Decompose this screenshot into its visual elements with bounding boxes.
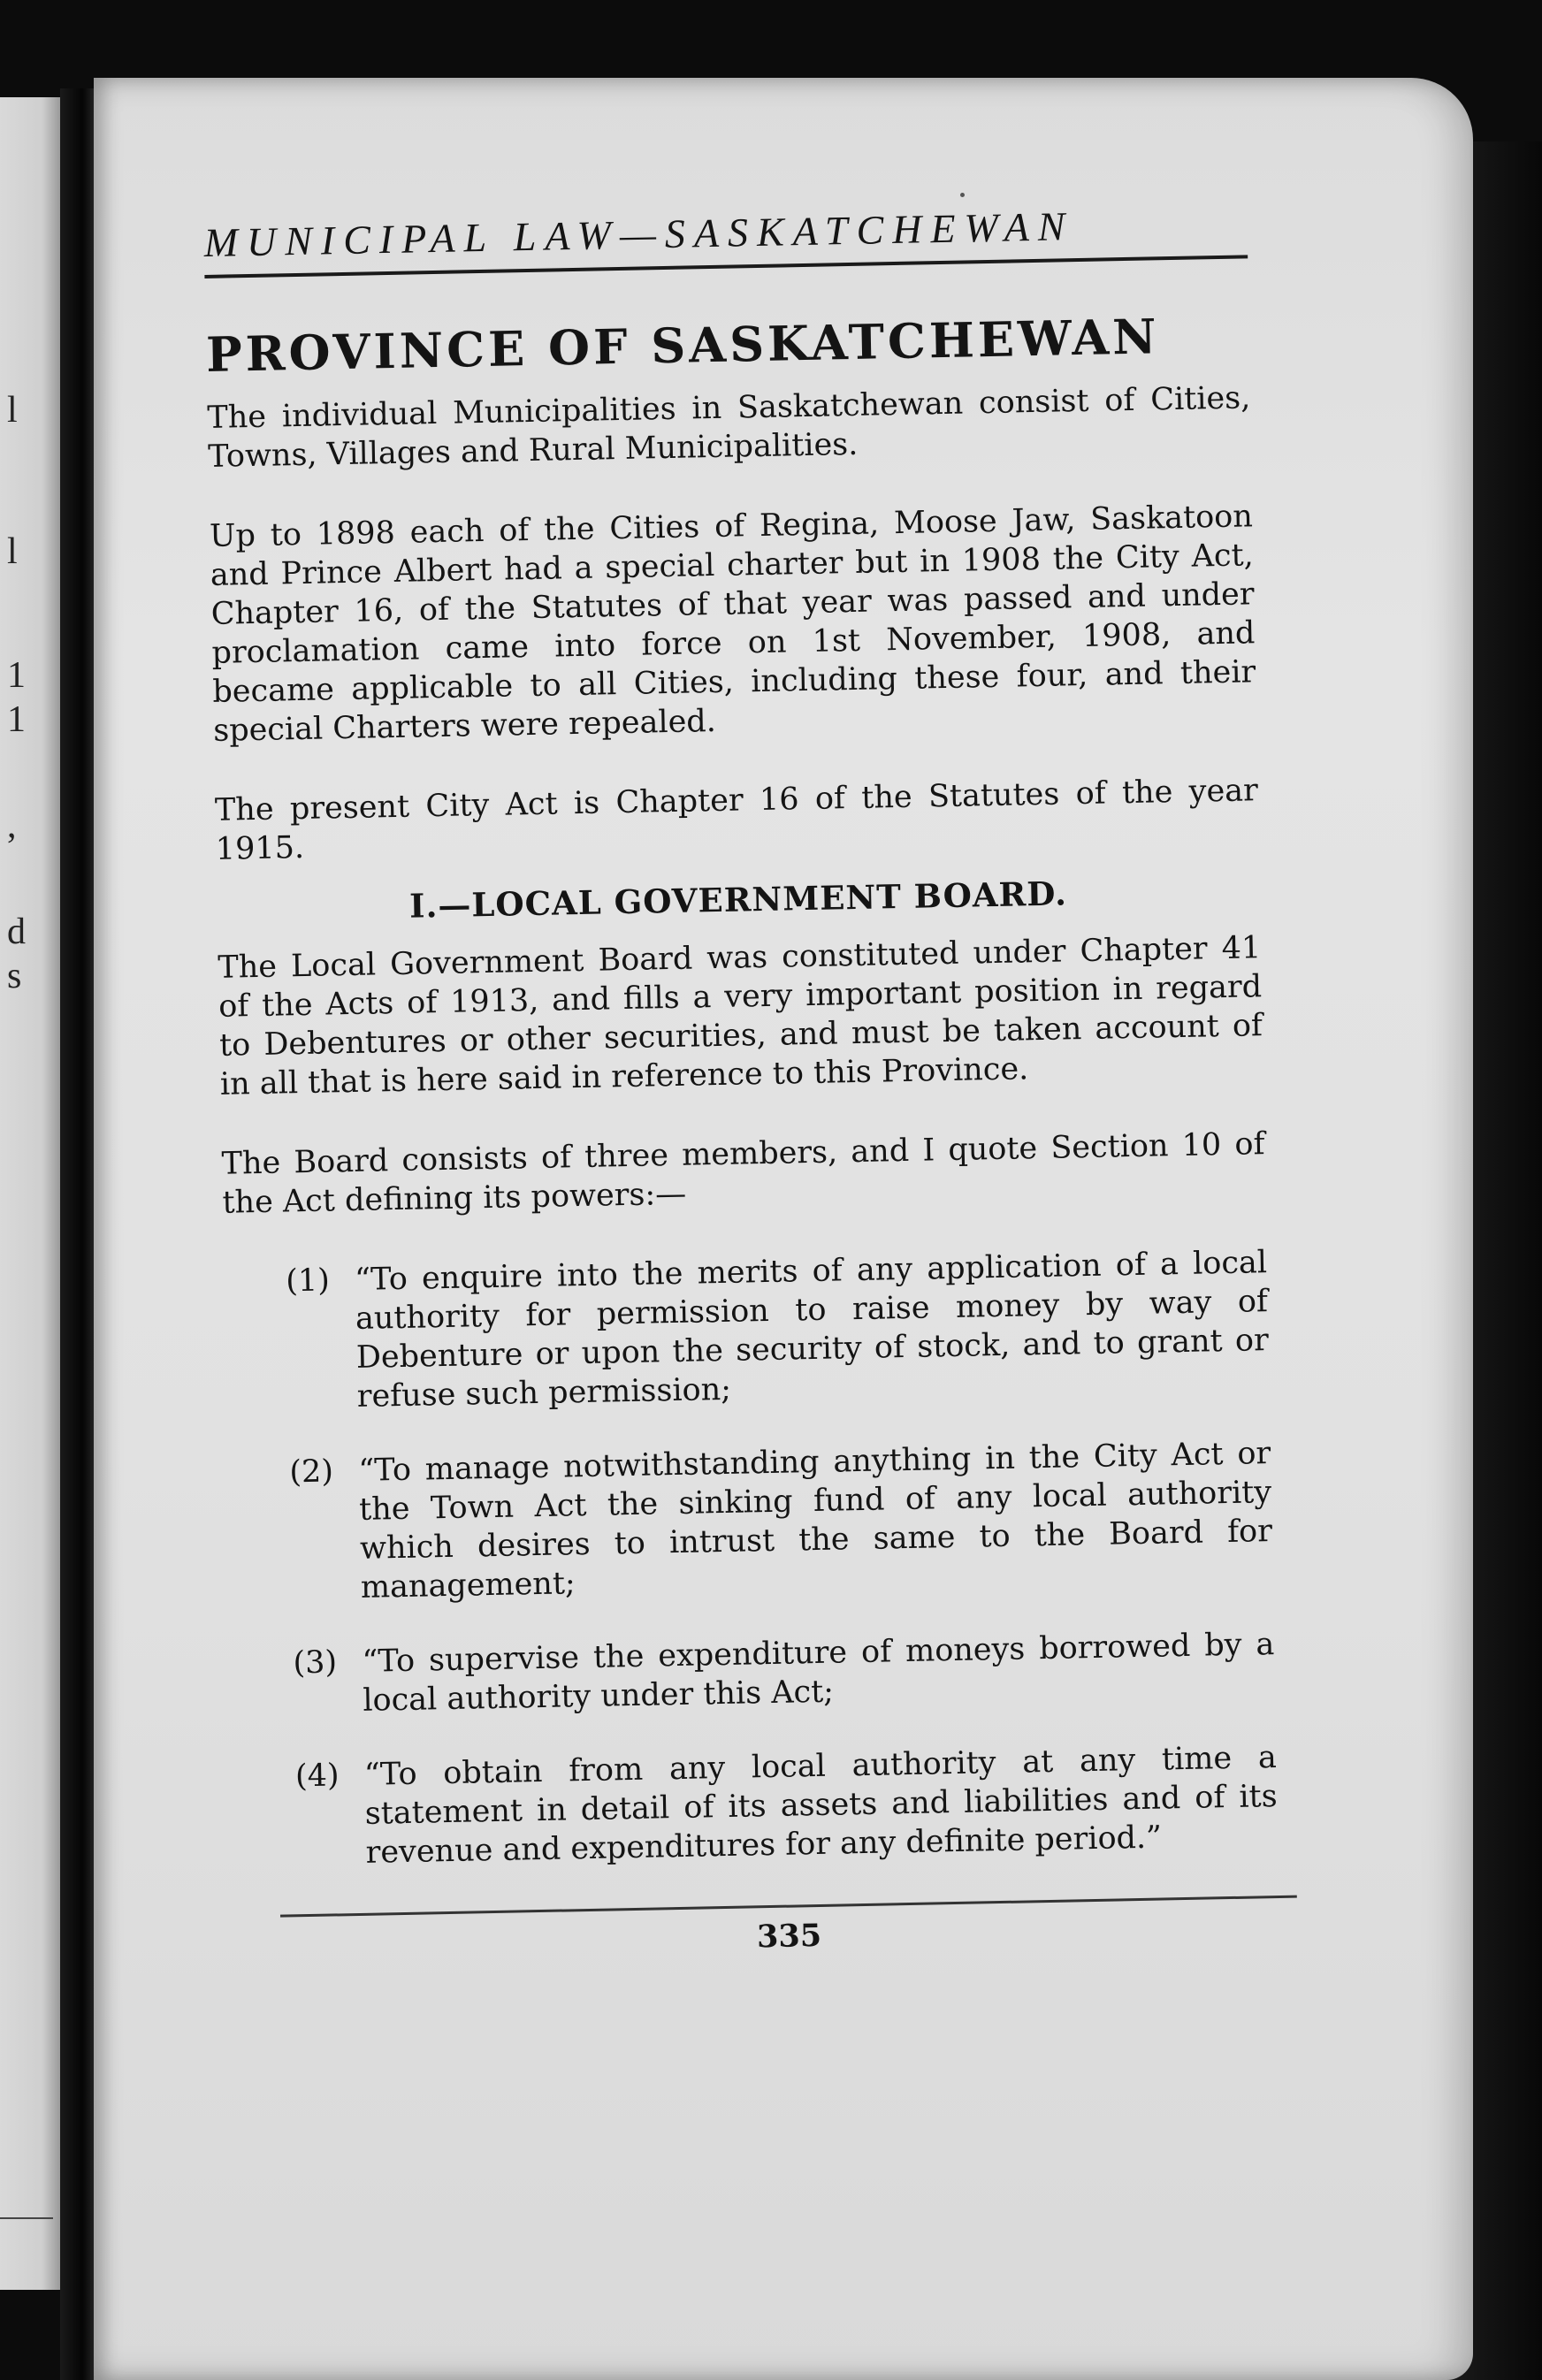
facing-page-fragment: l [7,531,18,572]
paper-speck [960,193,965,197]
facing-page-fragment: s [7,956,22,996]
facing-page-rule [0,2217,53,2219]
paragraph: Up to 1898 each of the Cities of Regina, Moose Jaw, Saskatoon and Prince Albert had a special charter but in 1908 the City Act, Chapter 16, of the Statutes of that year was passed and under proclamation came into force on 1st November, 1908, and became applicable to all Cities, including these four, and their special Charters were repealed. [209,499,1256,749]
power-list-item [295,1738,1279,1873]
facing-page-fragment: 1 [7,699,26,740]
power-text: “To supervise the expenditure of moneys borrowed by a local authority under this Act; [362,1627,1275,1719]
paragraph: The present City Act is Chapter 16 of the Statutes of the year 1915. [214,773,1259,867]
paragraph: The Local Government Board was constituted under Chapter 41 of the Acts of 1913, and fills a very important position in regard to Debentures or other securities, and must be taken account of in all that is here said in reference to this Province. [218,930,1263,1102]
page-title: PROVINCE OF SASKATCHEWAN [205,308,1161,383]
facing-page-fragment: d [7,912,26,952]
facing-page-fragment: , [7,805,17,846]
power-text: “To manage notwithstanding anything in the City Act or the Town Act the sinking fund of any local authority which desires to intrust the same to the Board for management; [357,1436,1273,1606]
paragraph: The individual Municipalities in Saskatchewan consist of Cities, Towns, Villages and Rural Municipalities. [207,380,1251,475]
facing-page-edge [0,97,60,2290]
facing-page-fragment: 1 [7,655,26,696]
facing-page-fragment: l [7,390,18,431]
power-list-item [289,1434,1273,1608]
page-content [203,192,1280,1964]
power-number: (2) [288,1453,334,1491]
page-number: 335 [756,1917,822,1956]
section-heading: I.—LOCAL GOVERNMENT BOARD. [408,873,1068,926]
power-list-item [293,1625,1275,1721]
running-head: MUNICIPAL LAW—SASKATCHEWAN [203,199,1248,278]
book-gutter [60,88,97,2380]
power-number: (4) [294,1758,340,1795]
power-list-item [286,1243,1270,1417]
power-number: (3) [293,1644,338,1682]
power-number: (1) [285,1262,331,1300]
paragraph: The Board consists of three members, and I quote Section 10 of the Act defining its powers:— [221,1126,1265,1221]
power-text: “To obtain from any local authority at any time a statement in detail of its assets and liabilities and of its revenue and expenditures for any definite period.” [363,1740,1279,1871]
power-text: “To enquire into the merits of any application of a local authority for permission to raise money by way of Debenture or upon the security of stock, and to grant or refuse such permission; [354,1245,1270,1415]
